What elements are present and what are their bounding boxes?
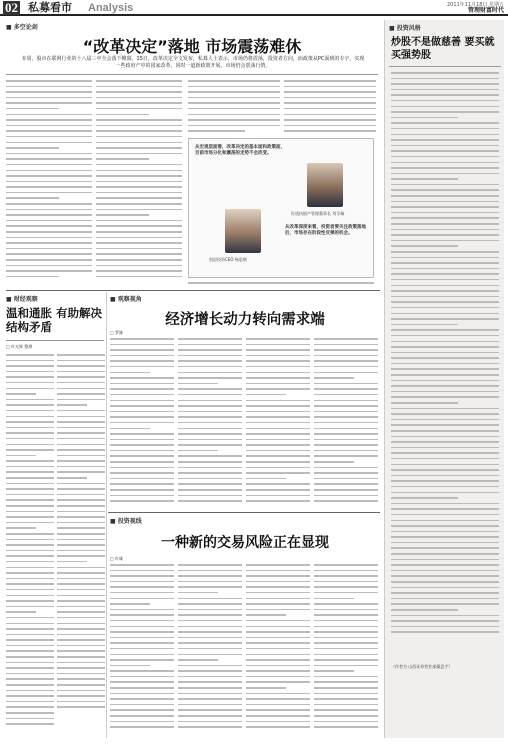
bottom-mid-1-byline: □ 罗雄	[110, 330, 124, 335]
portrait-photo	[225, 209, 261, 253]
section-title: 私募看市	[28, 1, 72, 14]
bottom-mid-1-body-col4	[314, 338, 378, 510]
sidebar-column	[384, 20, 504, 738]
top-feature-label: ■ 多空论剑	[6, 22, 38, 31]
masthead	[0, 0, 508, 16]
divider	[6, 74, 378, 75]
pull-quote-1: 从宏观层面看，改革决定的基本面和政策面，目前市场分化和震荡的走势不会改变。	[195, 145, 285, 156]
photo-caption: 凯思投资CEO 杨思钢	[209, 257, 247, 262]
bottom-left-label: ■ 财经观察	[6, 294, 38, 303]
divider	[106, 292, 107, 738]
bottom-mid-2-body-col1	[110, 564, 174, 738]
sidebar-body	[391, 72, 499, 658]
top-feature-body-col5	[188, 282, 374, 288]
masthead-info	[384, 2, 504, 14]
divider	[108, 512, 380, 513]
tagline: 管理财富时代	[467, 7, 504, 14]
divider	[6, 340, 104, 341]
top-feature-body-col1	[6, 80, 92, 286]
sidebar-headline: 炒股不是做慈善 要买就买强势股	[391, 37, 495, 61]
sidebar-byline: （作者为 山西证券营业部操盘手）	[391, 664, 453, 669]
pull-quote-2: 从改革深度来看，投资者要关注政策落地后，市场存在阶段性反弹的机会。	[285, 225, 366, 236]
bottom-mid-2-byline: □ 叶雄	[110, 556, 124, 561]
top-feature-body-col2	[96, 80, 182, 286]
bottom-left-headline: 温和通胀 有助解决结构矛盾	[6, 306, 103, 334]
date-line: 2011年11月18日 星期五	[446, 2, 504, 8]
bottom-mid-1-headline: 经济增长动力转向需求端	[165, 311, 325, 328]
bottom-mid-1-label: ■ 观察视角	[110, 294, 142, 303]
bottom-left-body-col1	[6, 354, 54, 738]
top-feature-lead: 本周，股市在联网行业的十八届三中全会落下帷幕，15日，改革决定全文发布，私募人士表示，市场仍将震荡，投资者方向，而政策从PC面到的专宇，实现一些政府产中的国家改革，同时一道新政策开展，市场仍会震荡行情。	[21, 56, 365, 69]
top-feature-body-col4	[284, 80, 376, 136]
top-feature-body-col3	[188, 80, 280, 136]
bottom-mid-1-body-col2	[178, 338, 242, 510]
quote-box	[188, 138, 374, 278]
divider	[6, 290, 380, 291]
sidebar-label: ■ 投资风格	[389, 23, 421, 32]
section-title-en: Analysis	[88, 2, 134, 14]
bottom-mid-1-body-col1	[110, 338, 174, 510]
portrait-photo	[307, 163, 343, 207]
divider	[389, 66, 501, 67]
bottom-left-byline: □ 叶光辉 整理	[6, 344, 33, 349]
bottom-left-body-col2	[57, 354, 105, 738]
bottom-mid-2-body-col2	[178, 564, 242, 738]
bottom-mid-2-body-col3	[246, 564, 310, 738]
photo-caption: 好道执银产管理董事长 刘孚佩	[291, 211, 345, 216]
top-feature-headline: “改革决定”落地 市场震荡难休	[82, 37, 302, 56]
page-number: 02	[5, 0, 18, 15]
bottom-mid-1-body-col3	[246, 338, 310, 510]
bottom-mid-2-headline: 一种新的交易风险正在显现	[161, 535, 329, 551]
bottom-mid-2-body-col4	[314, 564, 378, 738]
bottom-mid-2-label: ■ 投资视线	[110, 516, 142, 525]
